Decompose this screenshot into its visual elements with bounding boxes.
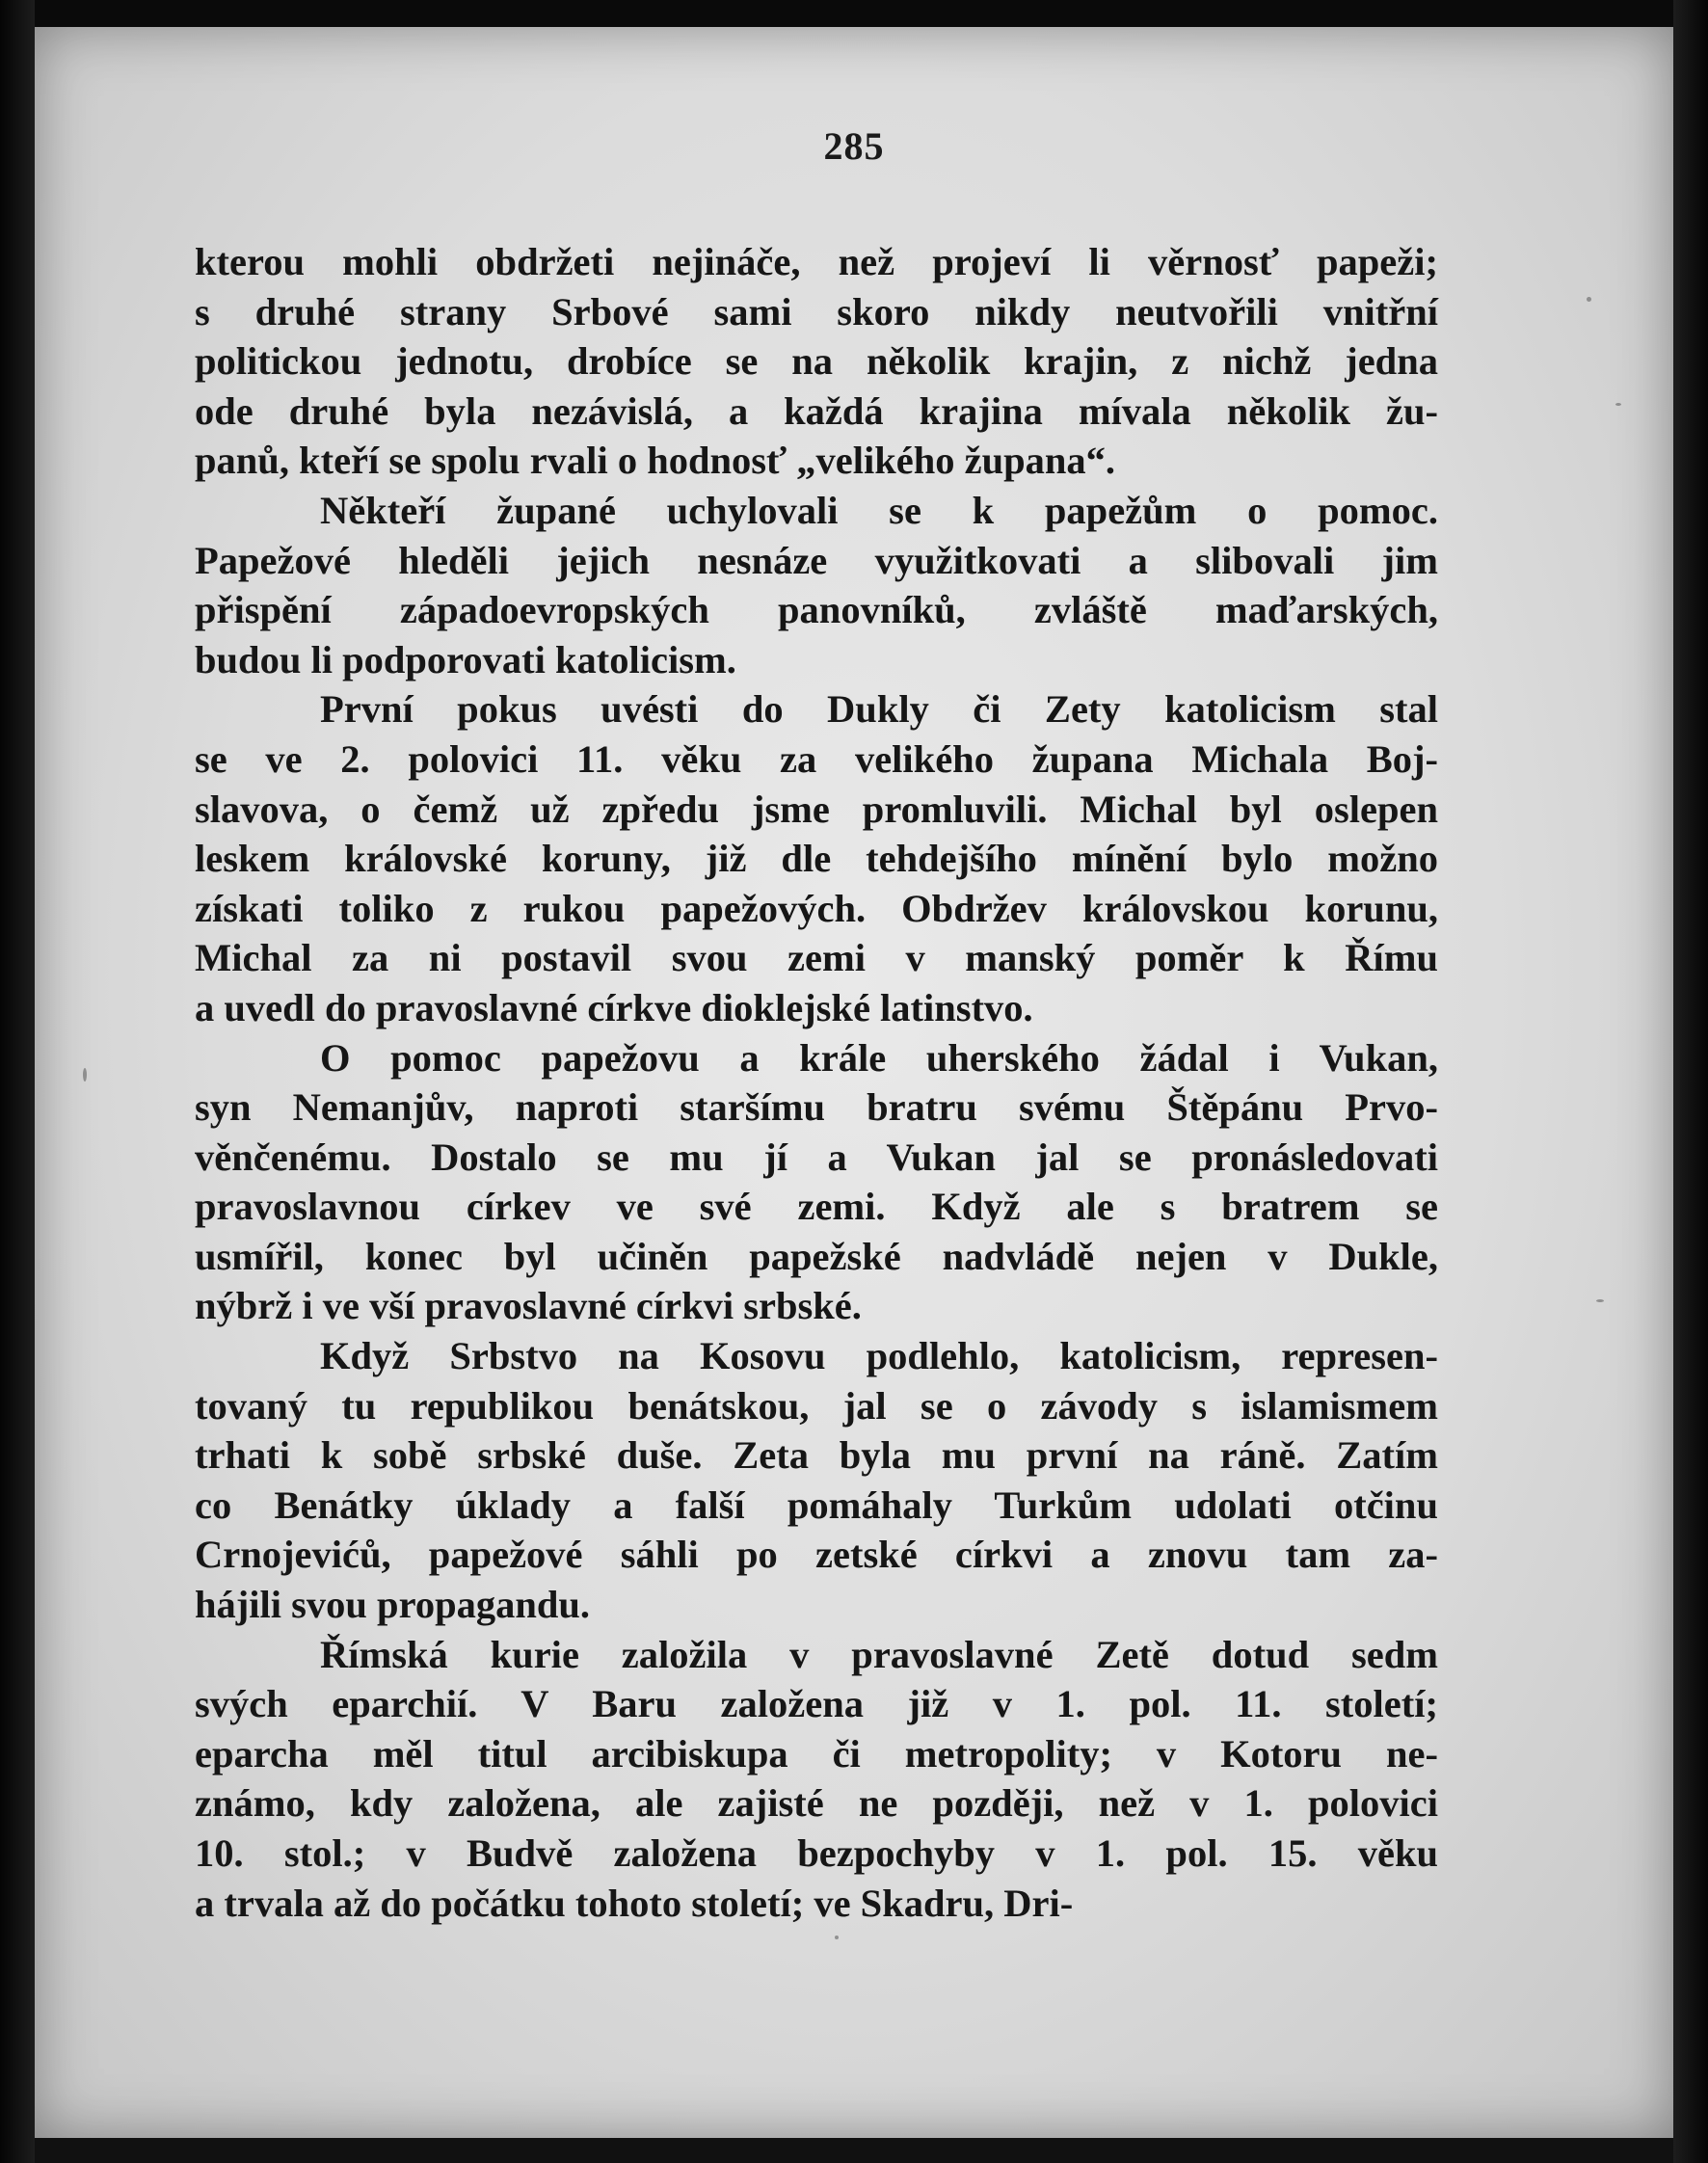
paragraph <box>195 1331 1438 1630</box>
paragraph <box>195 684 1438 1032</box>
paragraph <box>195 237 1438 486</box>
text-line: ode druhé byla nezávislá, a každá krajina mívala několik žu- <box>195 388 1438 433</box>
text-line: 10. stol.; v Budvě založena bezpochyby v 1. pol. 15. věku <box>195 1831 1438 1875</box>
text-line: Crnojevićů, papežové sáhli po zetské církvi a znovu tam za- <box>195 1533 1438 1577</box>
scan-border-right <box>1673 0 1708 2163</box>
text-line: kterou mohli obdržeti nejináče, než projeví li věrnosť papeži; <box>195 240 1438 283</box>
text-line: hájili svou propagandu. <box>195 1583 591 1627</box>
text-line: slavova, o čemž už zpředu jsme promluvili. Michal byl oslepen <box>195 787 1438 831</box>
text-line: známo, kdy založena, ale zajisté ne později, než v 1. polovici <box>195 1781 1438 1826</box>
text-line: Římská kurie založila v pravoslavné Zetě dotud sedm <box>320 1632 1438 1676</box>
scan-speck <box>1596 1299 1604 1302</box>
text-line: věnčenému. Dostalo se mu jí a Vukan jal se pronásledovati <box>195 1135 1438 1179</box>
text-line: svých eparchií. V Baru založena již v 1. pol. 11. století; <box>195 1682 1438 1726</box>
text-line: Michal za ni postavil svou zemi v manský poměr k Římu <box>195 936 1438 980</box>
text-line: s druhé strany Srbové sami skoro nikdy neutvořili vnitřní <box>195 289 1438 334</box>
text-line: přispění západoevropských panovníků, zvláště maďarských, <box>195 588 1438 632</box>
text-line: získati toliko z rukou papežových. Obdržev královskou korunu, <box>195 886 1438 930</box>
text-line: panů, kteří se spolu rvali o hodnosť „velikého župana“. <box>195 439 1116 483</box>
text-line: pravoslavnou církev ve své zemi. Když ale s bratrem se <box>195 1185 1438 1229</box>
text-line: a trvala až do počátku tohoto století; ve Skadru, Dri- <box>195 1881 1074 1925</box>
scan-speck <box>1615 403 1621 406</box>
text-line: budou li podporovati katolicism. <box>195 637 736 681</box>
paragraph <box>195 1033 1438 1332</box>
text-line: syn Nemanjův, naproti staršímu bratru svému Štěpánu Prvo- <box>195 1085 1438 1130</box>
text-line: politickou jednotu, drobíce se na několik krajin, z nichž jedna <box>195 339 1438 384</box>
scan-speck <box>1587 297 1591 302</box>
text-line: nýbrž i ve vší pravoslavné církvi srbské. <box>195 1284 862 1328</box>
scan-speck <box>835 1936 839 1939</box>
body-text <box>195 237 1438 1928</box>
scan-speck <box>83 1068 87 1082</box>
text-line: leskem královské koruny, již dle tehdejšího mínění bylo možno <box>195 837 1438 881</box>
text-line: usmířil, konec byl učiněn papežské nadvládě nejen v Dukle, <box>195 1234 1438 1278</box>
text-line: trhati k sobě srbské duše. Zeta byla mu první na ráně. Zatím <box>195 1433 1438 1478</box>
book-page <box>35 27 1673 2138</box>
scan-border-top <box>0 0 1708 27</box>
text-line: Někteří župané uchylovali se k papežům o pomoc. <box>320 488 1438 532</box>
scan-border-left <box>0 0 35 2163</box>
text-line: eparcha měl titul arcibiskupa či metropolity; v Kotoru ne- <box>195 1731 1438 1776</box>
text-line: se ve 2. polovici 11. věku za velikého župana Michala Boj- <box>195 736 1438 781</box>
paragraph <box>195 486 1438 684</box>
text-line: Když Srbstvo na Kosovu podlehlo, katolicism, represen- <box>320 1334 1438 1378</box>
text-line: O pomoc papežovu a krále uherského žádal i Vukan, <box>320 1035 1438 1080</box>
text-line: První pokus uvésti do Dukly či Zety katolicism stal <box>320 687 1438 732</box>
paragraph <box>195 1630 1438 1929</box>
text-line: a uvedl do pravoslavné církve dioklejské latinstvo. <box>195 985 1033 1029</box>
text-line: co Benátky úklady a falší pomáhaly Turkům udolati otčinu <box>195 1482 1438 1527</box>
page-number: 285 <box>823 124 885 168</box>
text-line: tovaný tu republikou benátskou, jal se o závody s islamismem <box>195 1383 1438 1428</box>
text-line: Papežové hleděli jejich nesnáze využitkovati a slibovali jim <box>195 538 1438 582</box>
